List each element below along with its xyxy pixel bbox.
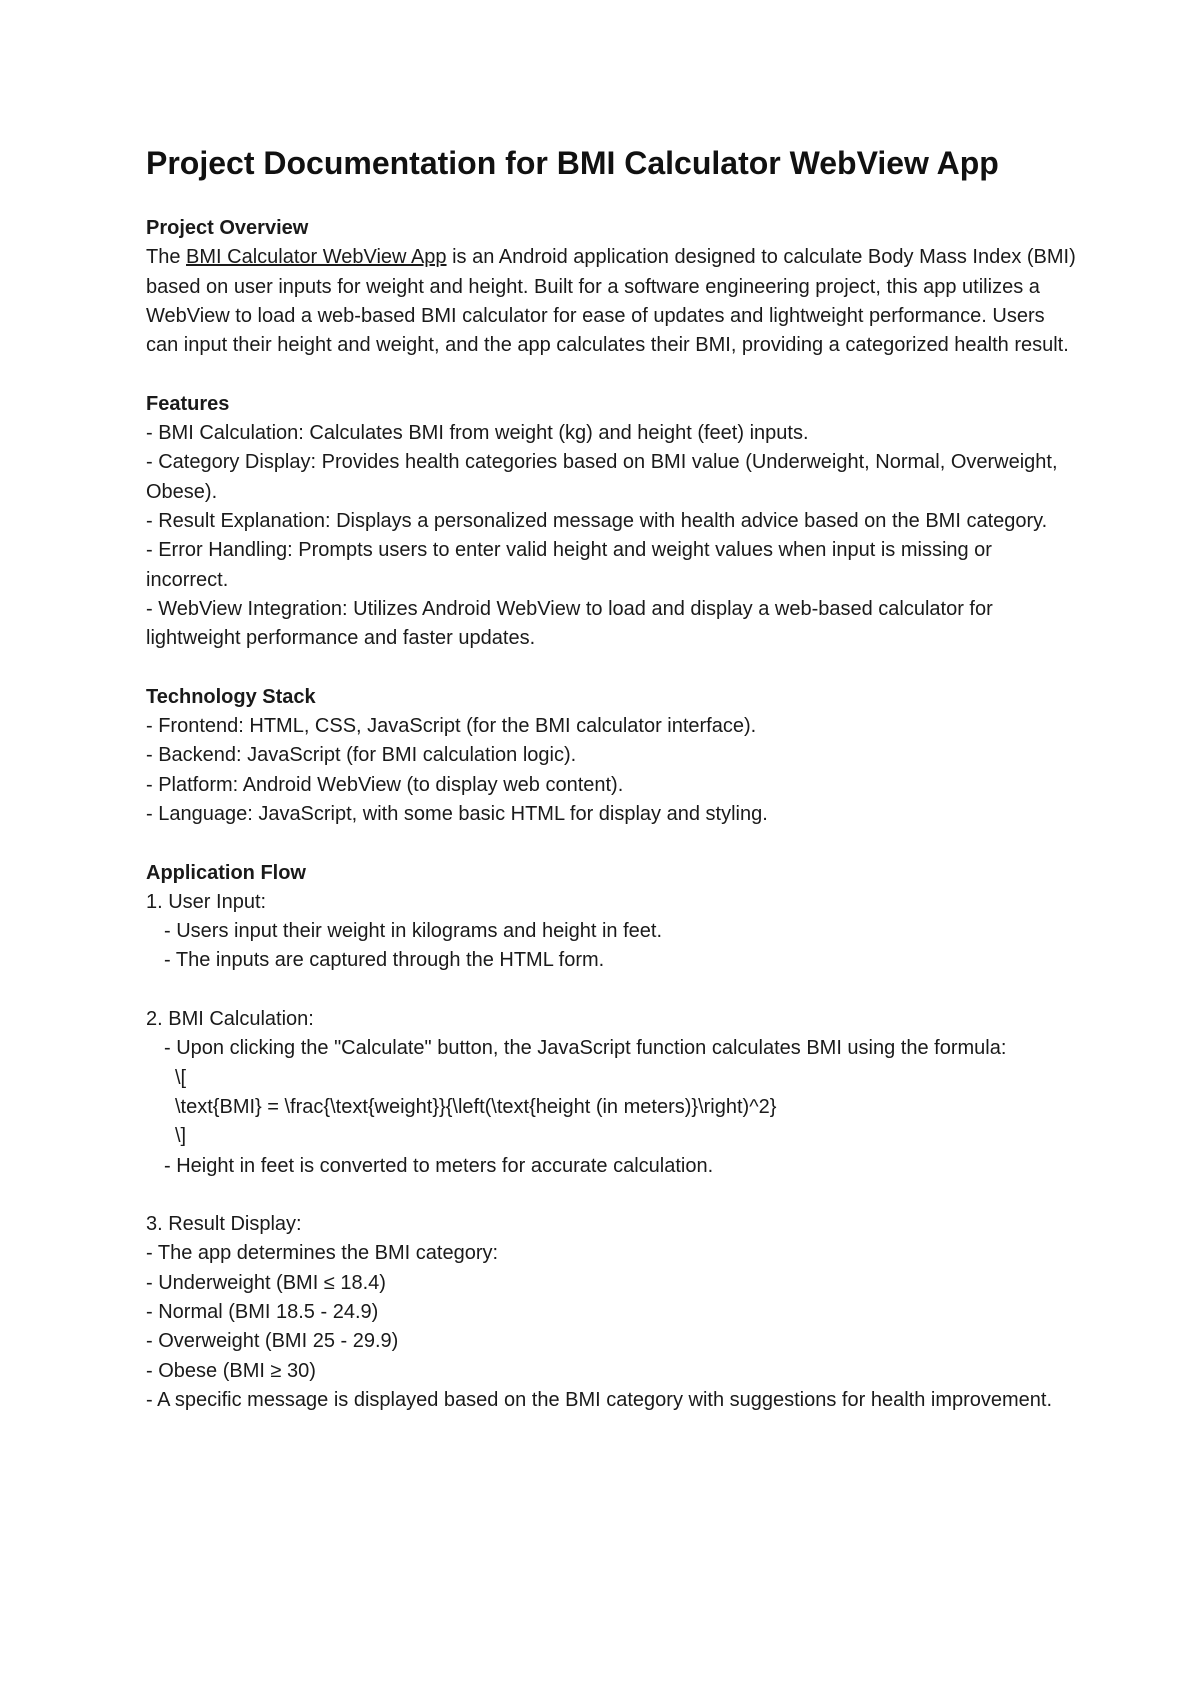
formula-line: \text{BMI} = \frac{\text{weight}}{\left(\text{height (in meters)}\right)^2} — [175, 1095, 777, 1118]
flow-step-item: - Underweight (BMI ≤ 18.4) — [146, 1271, 386, 1294]
overview-text-rest: is an Android application designed to calculate Body Mass Index (BMI) based on user inputs for weight and height. Built for a software engineering project, this app utilizes a WebView to load a web-based BMI calculator for ease of updates and lightweight performance. Users can input their height and weight, and the app calculates their BMI, providing a categorized health result. — [146, 246, 1076, 357]
spacer — [146, 360, 1076, 389]
feature-item: - Result Explanation: Displays a personalized message with health advice based on the BMI category. — [146, 509, 1048, 532]
flow-step-item — [146, 1034, 1076, 1063]
feature-item: - WebView Integration: Utilizes Android WebView to load and display a web-based calculator for lightweight performance and faster updates. — [146, 597, 993, 650]
flow-step-item: - The app determines the BMI category: — [146, 1242, 499, 1265]
spacer — [146, 829, 1076, 858]
formula-line: \] — [175, 1125, 187, 1148]
overview-text-start: The — [146, 246, 187, 269]
flow-step-item: - Users input their weight in kilograms and height in feet. — [164, 920, 663, 943]
spacer — [146, 1181, 1076, 1210]
flow-step-title: 1. User Input: — [146, 890, 267, 913]
flow-step-item: - The inputs are captured through the HTML form. — [164, 949, 605, 972]
spacer — [146, 653, 1076, 682]
feature-item: - Error Handling: Prompts users to enter valid height and weight values when input is missing or incorrect. — [146, 539, 992, 591]
flow-step-item: - Obese (BMI ≥ 30) — [146, 1359, 316, 1382]
flow-step-item-text: - Upon clicking the "Calculate" button, the JavaScript function calculates BMI using the formula: — [164, 1037, 1007, 1060]
app-name-link[interactable]: BMI Calculator WebView App — [186, 246, 447, 269]
document-title: Project Documentation for BMI Calculator WebView App — [146, 145, 999, 181]
tech-stack-item: - Platform: Android WebView (to display web content). — [146, 773, 624, 796]
tech-stack-item: - Frontend: HTML, CSS, JavaScript (for the BMI calculator interface). — [146, 715, 757, 738]
section-heading-tech-stack: Technology Stack — [146, 685, 316, 708]
flow-step-item: - Normal (BMI 18.5 - 24.9) — [146, 1300, 379, 1323]
flow-step-item: - A specific message is displayed based on the BMI category with suggestions for health improvement. — [146, 1388, 1053, 1411]
tech-stack-item: - Language: JavaScript, with some basic HTML for display and styling. — [146, 802, 768, 825]
section-heading-flow: Application Flow — [146, 861, 306, 884]
flow-step-title: 2. BMI Calculation: — [146, 1008, 314, 1031]
flow-step-item: - Overweight (BMI 25 - 29.9) — [146, 1330, 399, 1353]
feature-item: - BMI Calculation: Calculates BMI from weight (kg) and height (feet) inputs. — [146, 422, 809, 445]
flow-step-title: 3. Result Display: — [146, 1213, 302, 1236]
flow-step-item: - Height in feet is converted to meters for accurate calculation. — [164, 1154, 714, 1177]
document-body — [146, 214, 1076, 1415]
section-heading-features: Features — [146, 392, 230, 415]
spacer — [146, 976, 1076, 1005]
section-heading-overview: Project Overview — [146, 217, 309, 239]
feature-item: - Category Display: Provides health categories based on BMI value (Underweight, Normal, Overweight, Obese). — [146, 451, 1058, 503]
formula-line: \[ — [175, 1066, 187, 1089]
overview-paragraph — [146, 243, 1076, 360]
tech-stack-item: - Backend: JavaScript (for BMI calculation logic). — [146, 744, 577, 767]
